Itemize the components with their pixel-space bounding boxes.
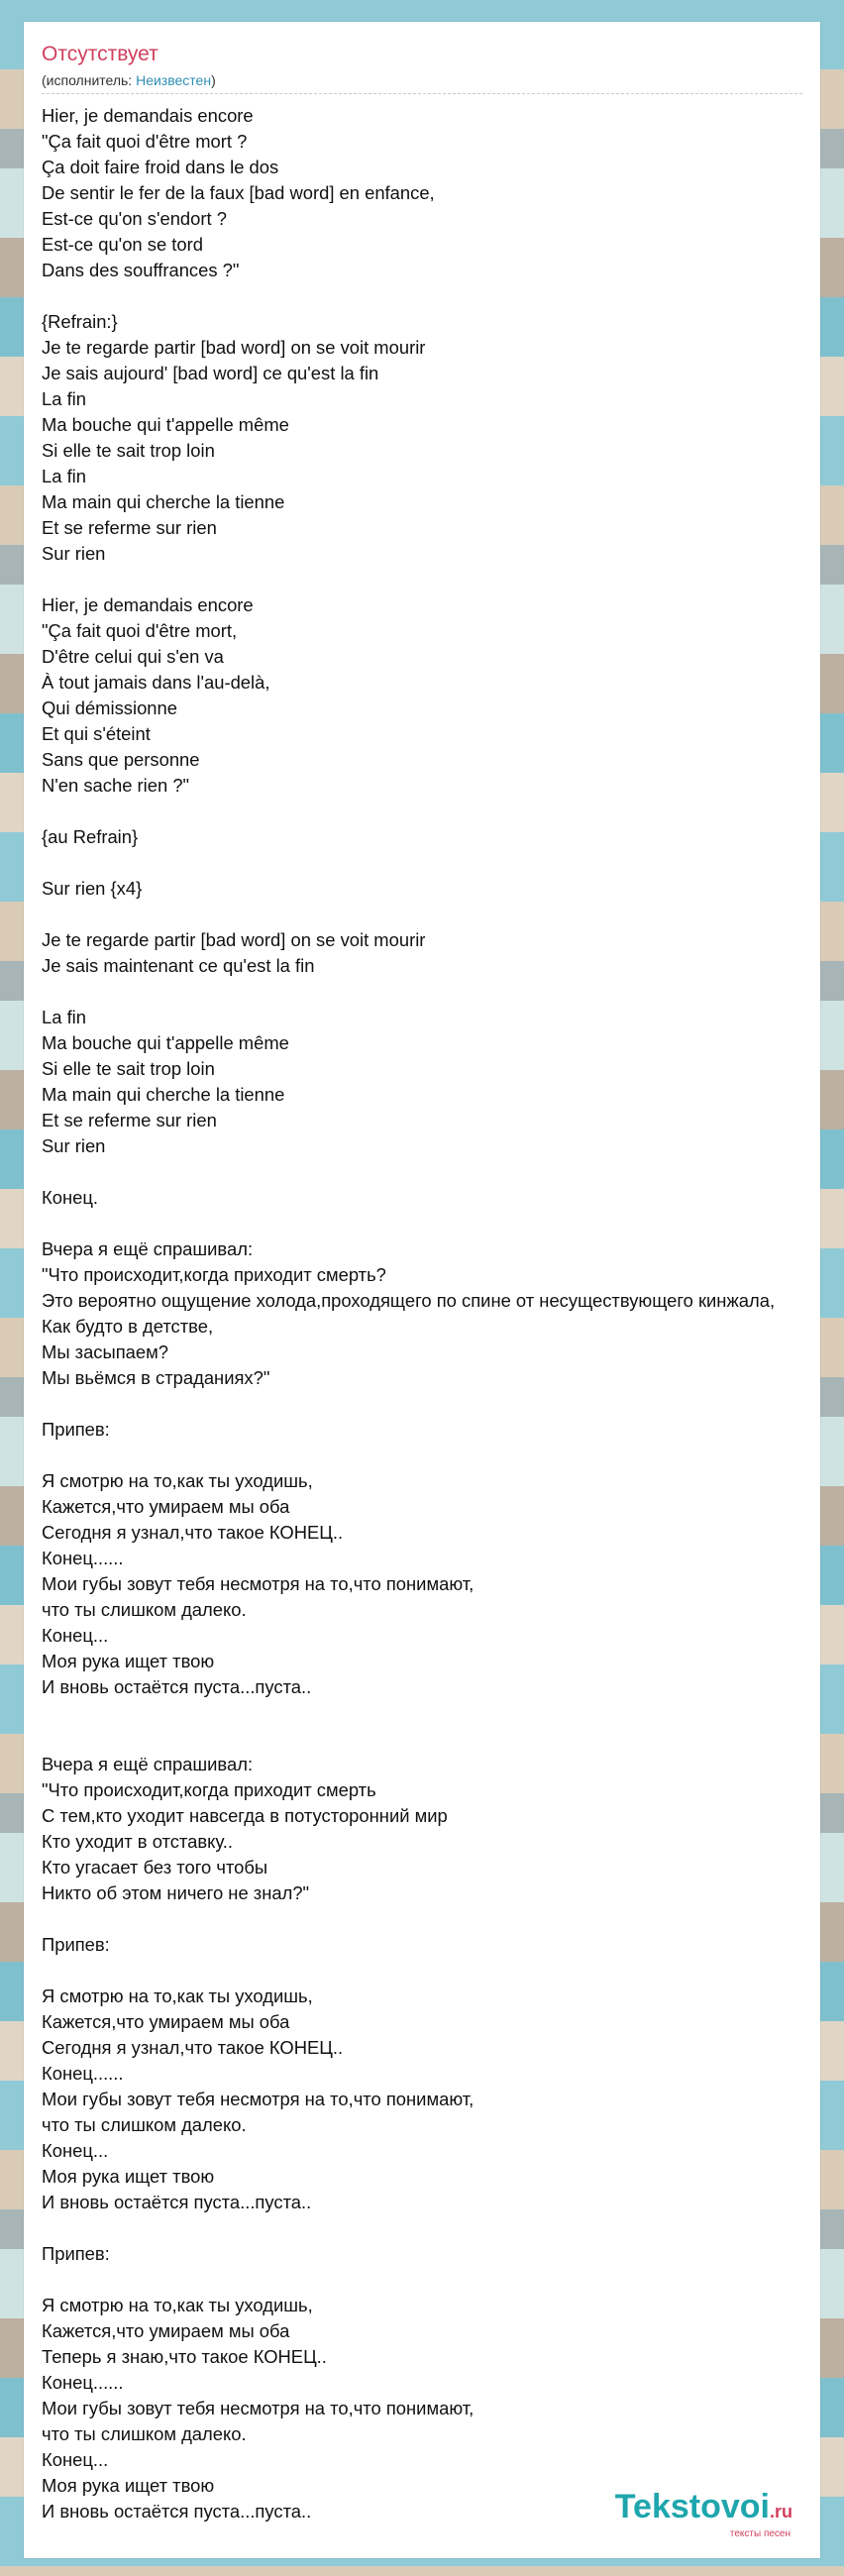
lyric-line: Кажется,что умираем мы оба — [42, 2320, 290, 2341]
artist-prefix: (исполнитель: — [42, 72, 137, 88]
lyric-line: Мои губы зовут тебя несмотря на то,что понимают, — [42, 2089, 475, 2109]
header-divider — [42, 93, 802, 94]
lyric-line: Et se referme sur rien — [42, 517, 217, 538]
lyric-line: Конец...... — [42, 2063, 124, 2084]
lyric-line — [42, 2215, 820, 2241]
lyric-line: Кажется,что умираем мы оба — [42, 1496, 290, 1517]
lyric-line: И вновь остаётся пуста...пуста.. — [42, 2192, 312, 2212]
lyric-line: Мы засыпаем? — [42, 1342, 169, 1362]
lyric-line — [42, 283, 820, 309]
lyric-line — [42, 1700, 820, 1726]
lyric-line: С тем,кто уходит навсегда в потусторонний мир — [42, 1805, 448, 1826]
lyric-line: D'être celui qui s'en va — [42, 646, 224, 667]
lyric-line: Припев: — [42, 1419, 110, 1440]
lyric-line: Ma main qui cherche la tienne — [42, 491, 285, 512]
lyric-line: Конец... — [42, 2449, 109, 2470]
lyric-line: Hier, je demandais encore — [42, 105, 254, 126]
lyric-line — [42, 799, 820, 824]
lyric-line: Моя рука ищет твою — [42, 2475, 215, 2496]
lyric-line: что ты слишком далеко. — [42, 2423, 247, 2444]
lyric-line: Я смотрю на то,как ты уходишь, — [42, 2295, 313, 2315]
lyrics-card — [24, 22, 820, 2558]
lyric-line — [42, 979, 820, 1005]
lyric-line: La fin — [42, 1007, 86, 1027]
logo-wordmark — [615, 2490, 792, 2528]
lyric-line: La fin — [42, 466, 86, 486]
lyric-line: Никто об этом ничего не знал?" — [42, 1882, 310, 1903]
lyric-line: Припев: — [42, 2243, 110, 2264]
lyric-line — [42, 2267, 820, 2293]
lyric-line: Сегодня я узнал,что такое КОНЕЦ.. — [42, 2037, 344, 2058]
lyric-line: Est-ce qu'on s'endort ? — [42, 208, 227, 229]
lyric-line: Конец... — [42, 2140, 109, 2161]
lyric-line: Вчера я ещё спрашивал: — [42, 1754, 254, 1774]
lyric-line: И вновь остаётся пуста...пуста.. — [42, 2501, 312, 2522]
lyric-line: Мои губы зовут тебя несмотря на то,что понимают, — [42, 2398, 475, 2418]
artist-link[interactable]: Неизвестен — [136, 72, 212, 88]
lyric-line: "Что происходит,когда приходит смерть — [42, 1779, 376, 1800]
artist-line — [42, 71, 216, 89]
logo-name: Tekstovoi — [614, 2488, 770, 2525]
lyric-line: N'en sache rien ?" — [42, 775, 190, 796]
lyric-line: {Refrain:} — [42, 311, 118, 332]
lyric-line: Ma main qui cherche la tienne — [42, 1084, 285, 1105]
lyric-line: Ma bouche qui t'appelle même — [42, 414, 289, 435]
lyric-line: Hier, je demandais encore — [42, 594, 254, 615]
lyric-line — [42, 1726, 820, 1752]
lyric-line: Конец...... — [42, 1548, 124, 1568]
lyric-line: Je te regarde partir [bad word] on se voit mourir — [42, 929, 426, 950]
lyric-line: Si elle te sait trop loin — [42, 440, 215, 461]
lyric-line: Кажется,что умираем мы оба — [42, 2011, 290, 2032]
lyric-line: И вновь остаётся пуста...пуста.. — [42, 1676, 312, 1697]
lyric-line: Ma bouche qui t'appelle même — [42, 1032, 289, 1053]
lyric-line — [42, 1906, 820, 1932]
lyric-line: Припев: — [42, 1934, 110, 1955]
lyric-line: Dans des souffrances ?" — [42, 260, 240, 280]
lyric-line: Si elle te sait trop loin — [42, 1058, 215, 1079]
lyric-line — [42, 567, 820, 592]
logo-tagline: тексты песен — [729, 2528, 791, 2539]
lyric-line: что ты слишком далеко. — [42, 2114, 247, 2135]
lyric-line — [42, 850, 820, 876]
lyric-line: "Ça fait quoi d'être mort ? — [42, 131, 248, 152]
lyric-line: Je sais maintenant ce qu'est la fin — [42, 955, 315, 976]
lyric-line: Я смотрю на то,как ты уходишь, — [42, 1470, 313, 1491]
lyric-line: Je te regarde partir [bad word] on se voit mourir — [42, 337, 426, 358]
site-logo[interactable] — [615, 2490, 792, 2540]
lyric-line: {au Refrain} — [42, 826, 139, 847]
lyric-line: Как будто в детстве, — [42, 1316, 214, 1337]
lyric-line: Qui démissionne — [42, 698, 177, 718]
lyric-line: De sentir le fer de la faux [bad word] en enfance, — [42, 182, 435, 203]
lyric-line: Сегодня я узнал,что такое КОНЕЦ.. — [42, 1522, 344, 1543]
logo-tld: .ru — [769, 2502, 792, 2522]
lyric-line: Sur rien — [42, 543, 106, 564]
lyric-line: Конец...... — [42, 2372, 124, 2393]
lyric-line: Я смотрю на то,как ты уходишь, — [42, 1986, 313, 2006]
lyric-line — [42, 902, 820, 927]
lyric-line: La fin — [42, 388, 86, 409]
lyric-line: Мои губы зовут тебя несмотря на то,что понимают, — [42, 1573, 475, 1594]
lyric-line: Кто уходит в отставку.. — [42, 1831, 233, 1852]
lyric-line: Кто угасает без того чтобы — [42, 1857, 268, 1878]
lyric-line: Je sais aujourd' [bad word] ce qu'est la fin — [42, 363, 379, 383]
lyric-line: Теперь я знаю,что такое КОНЕЦ.. — [42, 2346, 327, 2367]
lyric-line: Sur rien — [42, 1135, 106, 1156]
artist-suffix: ) — [211, 72, 216, 88]
lyrics-body — [42, 103, 820, 2524]
lyric-line — [42, 1391, 820, 1417]
lyric-line: À tout jamais dans l'au-delà, — [42, 672, 270, 693]
lyric-line: что ты слишком далеко. — [42, 1599, 247, 1620]
song-title: Отсутствует — [42, 43, 158, 65]
lyric-line — [42, 1211, 820, 1236]
lyric-line: Конец... — [42, 1625, 109, 1646]
lyric-line: Вчера я ещё спрашивал: — [42, 1238, 254, 1259]
lyric-line — [42, 1958, 820, 1984]
lyric-line: Мы вьёмся в страданиях?" — [42, 1367, 270, 1388]
lyric-line: "Что происходит,когда приходит смерть? — [42, 1264, 386, 1285]
lyric-line — [42, 1159, 820, 1185]
lyric-line: Моя рука ищет твою — [42, 1651, 215, 1671]
lyric-line: Sans que personne — [42, 749, 200, 770]
lyric-line: "Ça fait quoi d'être mort, — [42, 620, 238, 641]
lyric-line: Sur rien {x4} — [42, 878, 143, 899]
lyric-line: Конец. — [42, 1187, 98, 1208]
lyric-line — [42, 1443, 820, 1468]
lyric-line: Est-ce qu'on se tord — [42, 234, 203, 255]
lyric-line: Ça doit faire froid dans le dos — [42, 157, 279, 177]
lyric-line: Моя рука ищет твою — [42, 2166, 215, 2187]
lyric-line: Это вероятно ощущение холода,проходящего по спине от несуществующего кинжала, — [42, 1290, 776, 1311]
lyric-line: Et qui s'éteint — [42, 723, 151, 744]
lyric-line: Et se referme sur rien — [42, 1110, 217, 1130]
